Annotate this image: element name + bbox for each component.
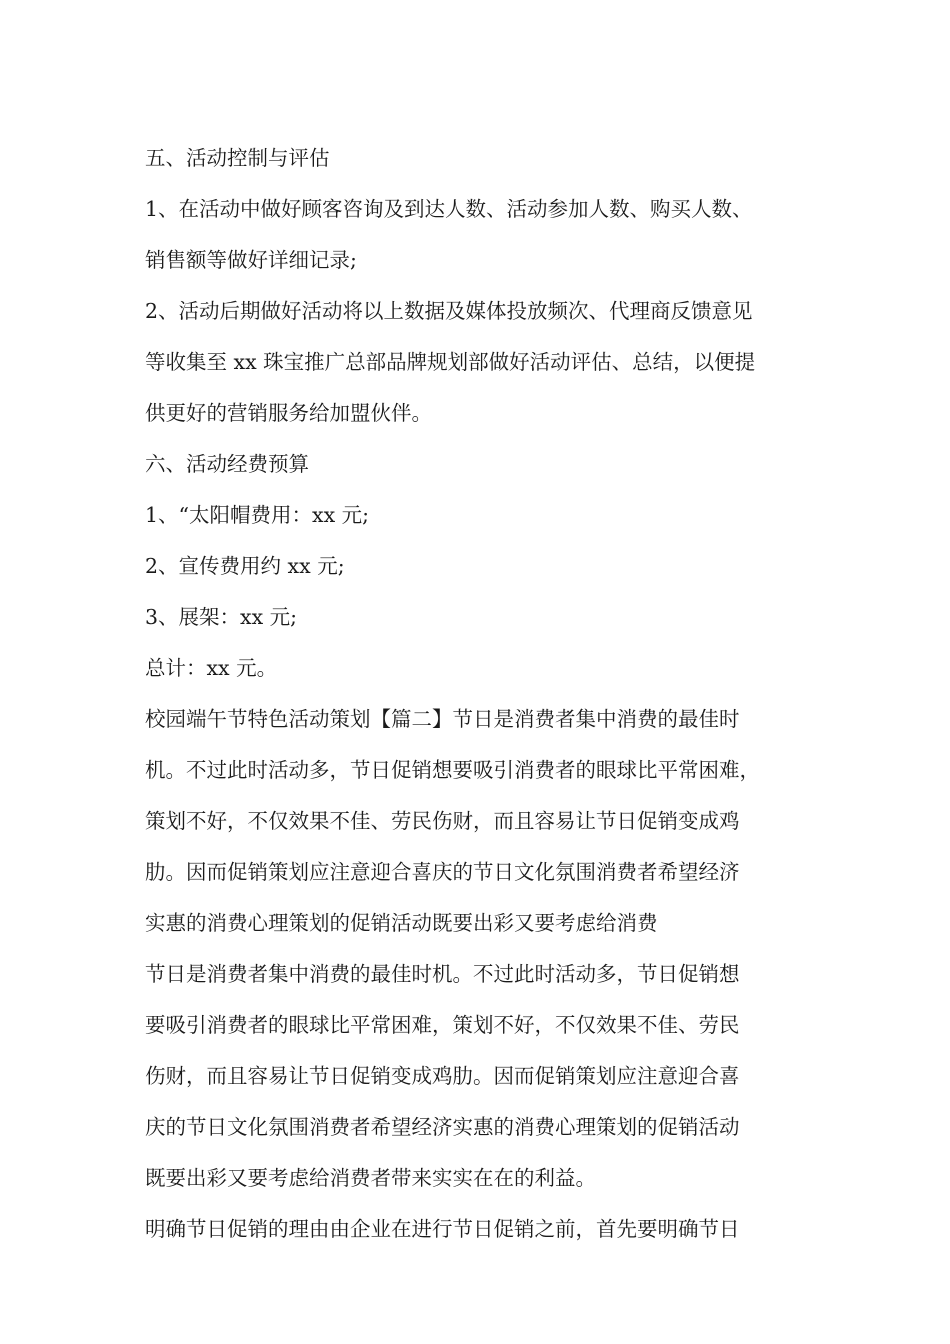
text-line: 六、活动经费预算 [145, 452, 309, 476]
document-body [145, 133, 815, 1255]
paragraph [145, 133, 815, 184]
paragraph [145, 694, 815, 949]
text-line: 既要出彩又要考虑给消费者带来实实在在的利益。 [145, 1166, 596, 1190]
paragraph [145, 286, 815, 439]
text-line: 等收集至 xx 珠宝推广总部品牌规划部做好活动评估、总结，以便提 [145, 350, 756, 374]
text-line: 肋。因而促销策划应注意迎合喜庆的节日文化氛围消费者希望经济 [145, 860, 740, 884]
text-line: 1、“太阳帽费用：xx 元; [145, 503, 370, 527]
paragraph [145, 949, 815, 1204]
paragraph [145, 592, 815, 643]
text-line: 节日是消费者集中消费的最佳时机。不过此时活动多，节日促销想 [145, 962, 740, 986]
paragraph [145, 541, 815, 592]
text-line: 伤财，而且容易让节日促销变成鸡肋。因而促销策划应注意迎合喜 [145, 1064, 740, 1088]
text-line: 2、宣传费用约 xx 元; [145, 554, 345, 578]
text-line: 要吸引消费者的眼球比平常困难，策划不好，不仅效果不佳、劳民 [145, 1013, 740, 1037]
text-line: 3、展架：xx 元; [145, 605, 298, 629]
text-line: 策划不好，不仅效果不佳、劳民伤财，而且容易让节日促销变成鸡 [145, 809, 740, 833]
paragraph [145, 490, 815, 541]
text-line: 供更好的营销服务给加盟伙伴。 [145, 401, 432, 425]
text-line: 机。不过此时活动多，节日促销想要吸引消费者的眼球比平常困难， [145, 758, 760, 782]
text-line: 五、活动控制与评估 [145, 146, 330, 170]
text-line: 总计：xx 元。 [145, 656, 278, 680]
text-line: 庆的节日文化氛围消费者希望经济实惠的消费心理策划的促销活动 [145, 1115, 740, 1139]
text-line: 2、活动后期做好活动将以上数据及媒体投放频次、代理商反馈意见 [145, 299, 753, 323]
text-line: 明确节日促销的理由由企业在进行节日促销之前，首先要明确节日 [145, 1217, 740, 1241]
paragraph [145, 1204, 815, 1255]
text-line: 实惠的消费心理策划的促销活动既要出彩又要考虑给消费 [145, 911, 658, 935]
text-line: 校园端午节特色活动策划【篇二】节日是消费者集中消费的最佳时 [145, 707, 740, 731]
paragraph [145, 184, 815, 286]
text-line: 1、在活动中做好顾客咨询及到达人数、活动参加人数、购买人数、 [145, 197, 753, 221]
paragraph [145, 643, 815, 694]
paragraph [145, 439, 815, 490]
text-line: 销售额等做好详细记录; [145, 248, 357, 272]
